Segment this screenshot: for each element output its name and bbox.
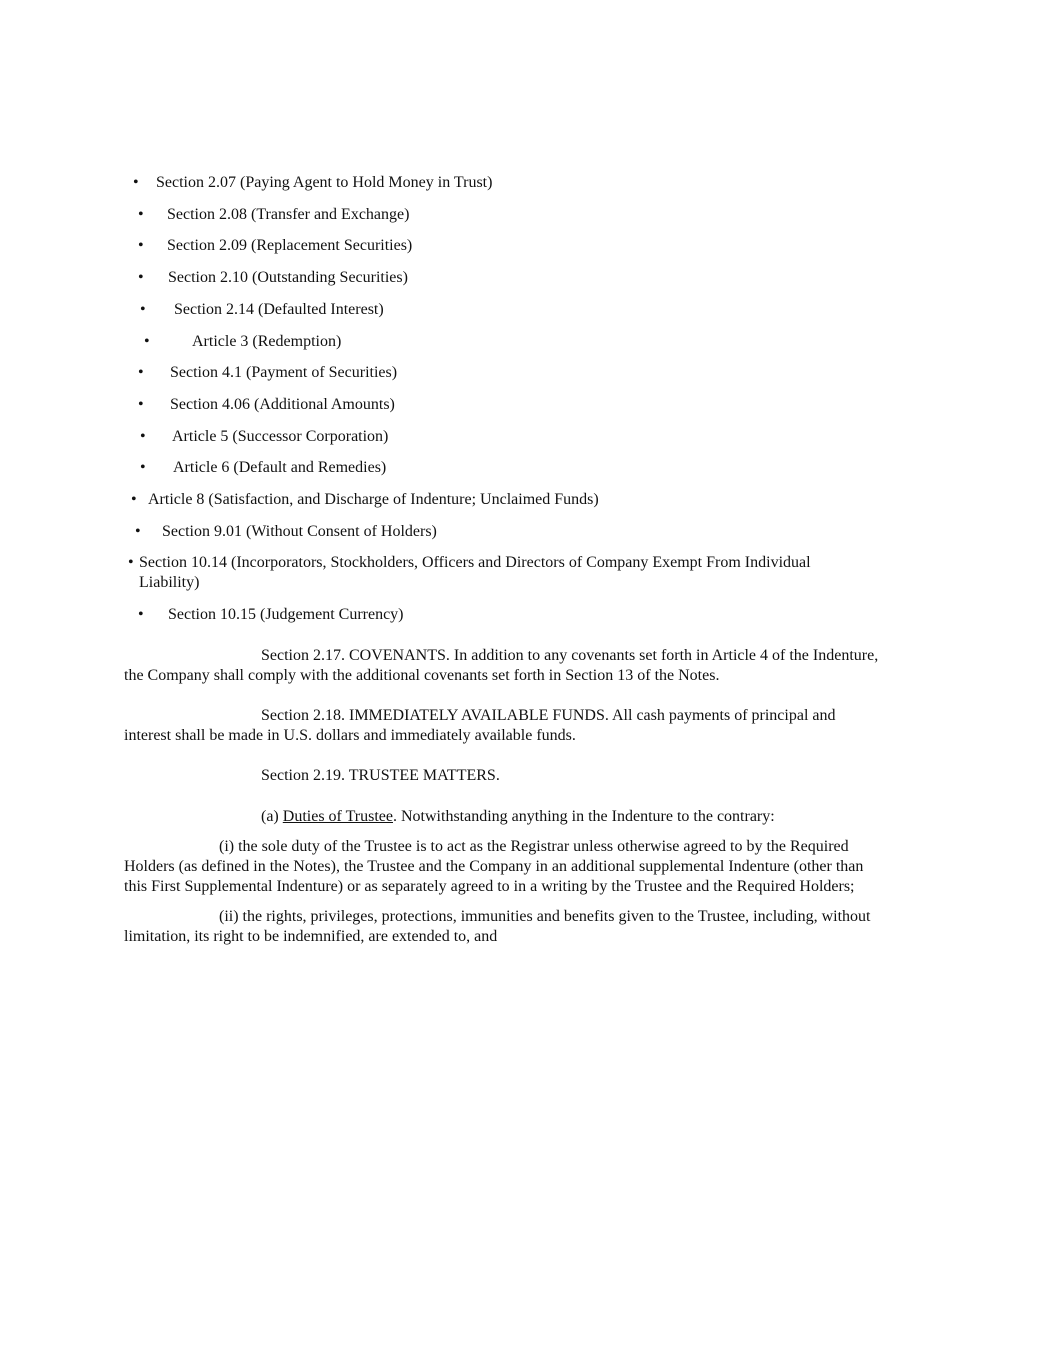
- bullet-glyph: •: [138, 237, 144, 254]
- bullet-glyph: •: [131, 491, 137, 508]
- bullet-glyph: •: [135, 523, 141, 540]
- bullet-glyph: •: [138, 606, 144, 623]
- paragraph-line: Section 2.17. COVENANTS. In addition to any covenants set forth in Article 4 of the Indenture,: [261, 647, 879, 664]
- bullet-glyph: •: [138, 364, 144, 381]
- list-item-text: Section 4.06 (Additional Amounts): [170, 396, 395, 413]
- list-item-text: Section 10.15 (Judgement Currency): [168, 606, 404, 623]
- bullet-glyph: •: [133, 174, 139, 191]
- list-item-text: Article 3 (Redemption): [192, 333, 342, 350]
- bullet-glyph: •: [138, 396, 144, 413]
- list-item-text: Article 8 (Satisfaction, and Discharge of Indenture; Unclaimed Funds): [148, 491, 599, 508]
- section-2-18-paragraph: [124, 706, 929, 746]
- clause-i-paragraph: [124, 837, 929, 897]
- paragraph-line: the Company shall comply with the additional covenants set forth in Section 13 of the Notes.: [124, 667, 720, 684]
- clause-a-text: . Notwithstanding anything in the Indenture to the contrary:: [393, 808, 775, 825]
- bullet-glyph: •: [128, 554, 134, 571]
- clause-a-prefix: (a): [261, 808, 283, 825]
- bullet-glyph: •: [140, 301, 146, 318]
- list-item-text: Article 6 (Default and Remedies): [173, 459, 387, 476]
- list-item-text: Section 4.1 (Payment of Securities): [170, 364, 398, 381]
- paragraph-line: (i) the sole duty of the Trustee is to act as the Registrar unless otherwise agreed to by the Required: [219, 838, 849, 855]
- paragraph-line: Section 2.18. IMMEDIATELY AVAILABLE FUNDS. All cash payments of principal and: [261, 707, 836, 724]
- bullet-glyph: •: [140, 459, 146, 476]
- section-2-19-heading: [124, 766, 929, 786]
- paragraph-line: interest shall be made in U.S. dollars and immediately available funds.: [124, 727, 576, 744]
- list-item-text: Article 5 (Successor Corporation): [172, 428, 389, 445]
- paragraph-line: limitation, its right to be indemnified, are extended to, and: [124, 928, 498, 945]
- bullet-glyph: •: [144, 333, 150, 350]
- bullet-glyph: •: [140, 428, 146, 445]
- paragraph-line: Holders (as defined in the Notes), the Trustee and the Company in an additional supplemental Indenture (other than: [124, 858, 864, 875]
- section-2-17-paragraph: [124, 646, 929, 686]
- list-item-text: Section 2.14 (Defaulted Interest): [174, 301, 384, 318]
- bullet-glyph: •: [138, 206, 144, 223]
- paragraph-line: this First Supplemental Indenture) or as separately agreed to in a writing by the Trustee and the Required Holders;: [124, 878, 855, 895]
- bullet-glyph: •: [138, 269, 144, 286]
- section-heading-text: Section 2.19. TRUSTEE MATTERS.: [261, 767, 500, 784]
- clause-ii-paragraph: [124, 907, 929, 947]
- list-item-text: Section 2.10 (Outstanding Securities): [168, 269, 408, 286]
- list-item-text: Section 2.07 (Paying Agent to Hold Money in Trust): [156, 174, 493, 191]
- duties-of-trustee-heading: Duties of Trustee: [282, 808, 393, 825]
- paragraph-line: (ii) the rights, privileges, protections, immunities and benefits given to the Trustee, including, without: [219, 908, 871, 925]
- clause-a-line: [124, 807, 929, 827]
- list-item-text: Section 9.01 (Without Consent of Holders): [162, 523, 437, 540]
- clause-a-paragraph: [124, 807, 929, 827]
- list-item-text: Section 2.09 (Replacement Securities): [167, 237, 413, 254]
- list-item-text: Section 2.08 (Transfer and Exchange): [167, 206, 410, 223]
- list-item-text: Section 10.14 (Incorporators, Stockholders, Officers and Directors of Company Exempt From Individual Liability): [139, 554, 811, 591]
